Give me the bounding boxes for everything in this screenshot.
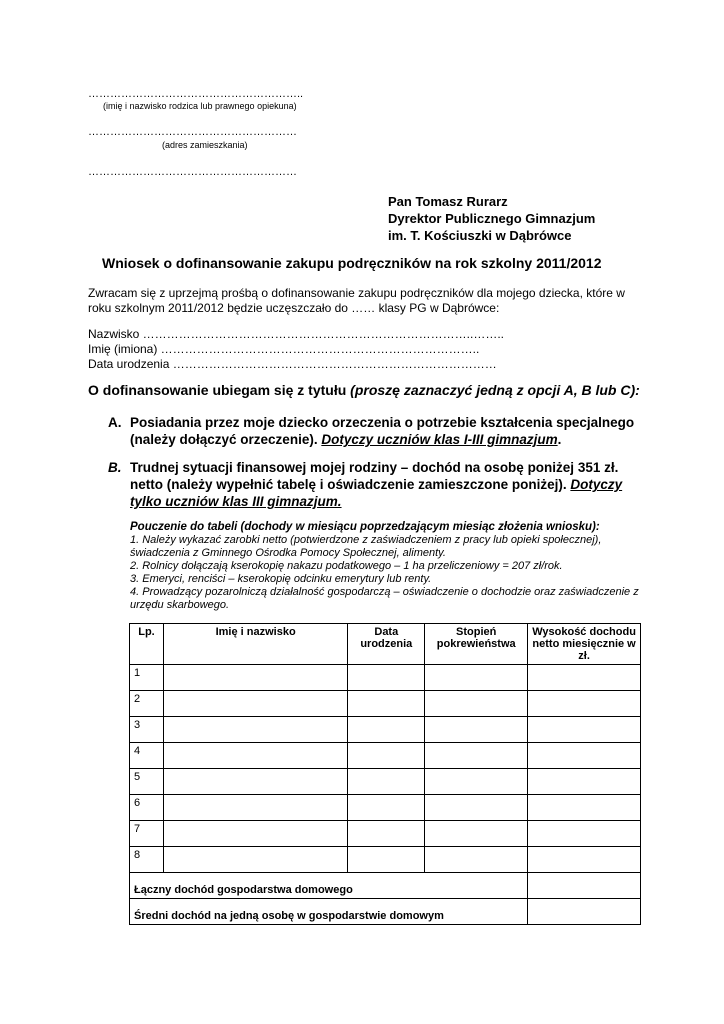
student-fields	[88, 327, 504, 372]
birth-cell[interactable]	[348, 717, 425, 743]
name-cell[interactable]	[163, 821, 347, 847]
intro-line-2: roku szkolnym 2011/2012 będzie uczęszczało do …… klasy PG w Dąbrówce:	[88, 301, 500, 315]
average-income-row	[130, 899, 641, 925]
addressee-block	[388, 193, 595, 244]
birth-cell[interactable]	[348, 795, 425, 821]
name-cell[interactable]	[163, 665, 347, 691]
surname-field: Nazwisko ………………………………………………………………………..……..	[88, 327, 505, 341]
table-row	[130, 769, 641, 795]
option-b-line-1: Trudnej sytuacji finansowej mojej rodziny – dochód na osobę poniżej 351 zł.	[130, 460, 619, 475]
income-cell[interactable]	[528, 795, 641, 821]
table-row	[130, 665, 641, 691]
option-b-requirement: netto (należy wypełnić tabelę i oświadczenie zamieszczone poniżej).	[130, 477, 571, 492]
birth-cell[interactable]	[348, 821, 425, 847]
option-a-requirement: (należy dołączyć orzeczenie).	[130, 432, 322, 447]
name-cell[interactable]	[163, 769, 347, 795]
col-header-lp: Lp.	[130, 624, 164, 665]
total-income-label: Łączny dochód gospodarstwa domowego	[130, 873, 528, 899]
birth-cell[interactable]	[348, 847, 425, 873]
option-a-letter: A.	[108, 415, 122, 430]
birth-cell[interactable]	[348, 769, 425, 795]
address-line-2: …………………………………………………	[88, 166, 297, 178]
relation-cell[interactable]	[425, 769, 528, 795]
row-number: 2	[130, 691, 164, 717]
row-number: 3	[130, 717, 164, 743]
row-number: 8	[130, 847, 164, 873]
average-income-cell[interactable]	[528, 899, 641, 925]
income-table	[129, 623, 641, 925]
relation-cell[interactable]	[425, 743, 528, 769]
parent-name-caption: (imię i nazwisko rodzica lub prawnego opiekuna)	[103, 101, 297, 111]
birth-cell[interactable]	[348, 743, 425, 769]
name-cell[interactable]	[163, 847, 347, 873]
option-b-scope-start: Dotyczy	[570, 477, 623, 492]
address-caption: (adres zamieszkania)	[162, 140, 248, 150]
name-cell[interactable]	[163, 795, 347, 821]
basis-lead: O dofinansowanie ubiegam się z tytułu	[88, 382, 351, 398]
addressee-name: Pan Tomasz Rurarz	[388, 194, 508, 209]
total-income-row	[130, 873, 641, 899]
instruction-3: 3. Emeryci, renciści – kserokopię odcinku emerytury lub renty.	[130, 573, 432, 585]
option-b-letter	[108, 459, 122, 476]
total-income-cell[interactable]	[528, 873, 641, 899]
option-a	[130, 414, 650, 448]
birthdate-field: Data urodzenia ………………………………………………………………………	[88, 357, 497, 371]
option-a-line-1: Posiadania przez moje dziecko orzeczenia o potrzebie kształcenia specjalnego	[130, 415, 635, 430]
option-b-line-3	[130, 493, 650, 510]
intro-line-1: Zwracam się z uprzejmą prośbą o dofinansowanie zakupu podręczników dla mojego dziecka, które w	[88, 286, 625, 300]
row-number: 1	[130, 665, 164, 691]
relation-cell[interactable]	[425, 821, 528, 847]
birth-cell[interactable]	[348, 665, 425, 691]
relation-cell[interactable]	[425, 717, 528, 743]
income-cell[interactable]	[528, 665, 641, 691]
option-a-end: .	[557, 432, 562, 447]
table-row	[130, 691, 641, 717]
option-a-scope: Dotyczy uczniów klas I-III gimnazjum	[321, 432, 558, 447]
addressee-position: Dyrektor Publicznego Gimnazjum	[388, 211, 596, 226]
address-line-1: …………………………………………………	[88, 126, 297, 138]
relation-cell[interactable]	[425, 665, 528, 691]
name-cell[interactable]	[163, 743, 347, 769]
table-row	[130, 795, 641, 821]
row-number: 6	[130, 795, 164, 821]
option-b-line-2	[130, 476, 650, 493]
table-row	[130, 847, 641, 873]
row-number: 5	[130, 769, 164, 795]
row-number: 4	[130, 743, 164, 769]
option-b-scope-end: tylko uczniów klas III gimnazjum.	[130, 494, 342, 509]
instruction-2: 2. Rolnicy dołączają kserokopię nakazu podatkowego – 1 ha przeliczeniowy = 207 zł/rok.	[130, 560, 563, 572]
document-title: Wniosek o dofinansowanie zakupu podręczników na rok szkolny 2011/2012	[102, 255, 602, 271]
birth-cell[interactable]	[348, 691, 425, 717]
relation-cell[interactable]	[425, 795, 528, 821]
col-header-name: Imię i nazwisko	[163, 624, 347, 665]
instructions-title: Pouczenie do tabeli (dochody w miesiącu poprzedzającym miesiąc złożenia wniosku):	[130, 521, 600, 533]
relation-cell[interactable]	[425, 847, 528, 873]
income-cell[interactable]	[528, 717, 641, 743]
instruction-4-cont: urzędu skarbowego.	[130, 599, 230, 611]
intro-paragraph	[88, 286, 648, 316]
income-cell[interactable]	[528, 743, 641, 769]
income-cell[interactable]	[528, 769, 641, 795]
table-row	[130, 717, 641, 743]
option-b	[130, 459, 650, 510]
col-header-relation: Stopień pokrewieństwa	[425, 624, 528, 665]
table-row	[130, 743, 641, 769]
basis-hint: (proszę zaznaczyć jedną z opcji A, B lub C):	[350, 382, 640, 398]
col-header-income: Wysokość dochodu netto miesięcznie w zł.	[528, 624, 641, 665]
basis-heading	[88, 382, 640, 398]
option-b-letter-text: B.	[108, 460, 122, 475]
instruction-1-cont: świadczenia z Gminnego Ośrodka Pomocy Społecznej, alimenty.	[130, 547, 446, 559]
parent-name-line: …………………………………………………..	[88, 88, 304, 100]
name-cell[interactable]	[163, 717, 347, 743]
instruction-4: 4. Prowadzący pozarolniczą działalność gospodarczą – oświadczenie o dochodzie oraz zaświadczenie z	[130, 586, 639, 598]
table-instructions	[130, 520, 642, 612]
instruction-1: 1. Należy wykazać zarobki netto (potwierdzone z zaświadczeniem z pracy lub opieki społecznej),	[130, 534, 602, 546]
option-a-line-2	[130, 431, 650, 448]
relation-cell[interactable]	[425, 691, 528, 717]
average-income-label: Średni dochód na jedną osobę w gospodarstwie domowym	[130, 899, 528, 925]
names-field: Imię (imiona) ……………………………………………………………………..	[88, 342, 480, 356]
addressee-school: im. T. Kościuszki w Dąbrówce	[388, 228, 572, 243]
table-header-row	[130, 624, 641, 665]
income-cell[interactable]	[528, 821, 641, 847]
row-number: 7	[130, 821, 164, 847]
income-cell[interactable]	[528, 691, 641, 717]
col-header-birth: Data urodzenia	[348, 624, 425, 665]
table-row	[130, 821, 641, 847]
income-cell[interactable]	[528, 847, 641, 873]
name-cell[interactable]	[163, 691, 347, 717]
